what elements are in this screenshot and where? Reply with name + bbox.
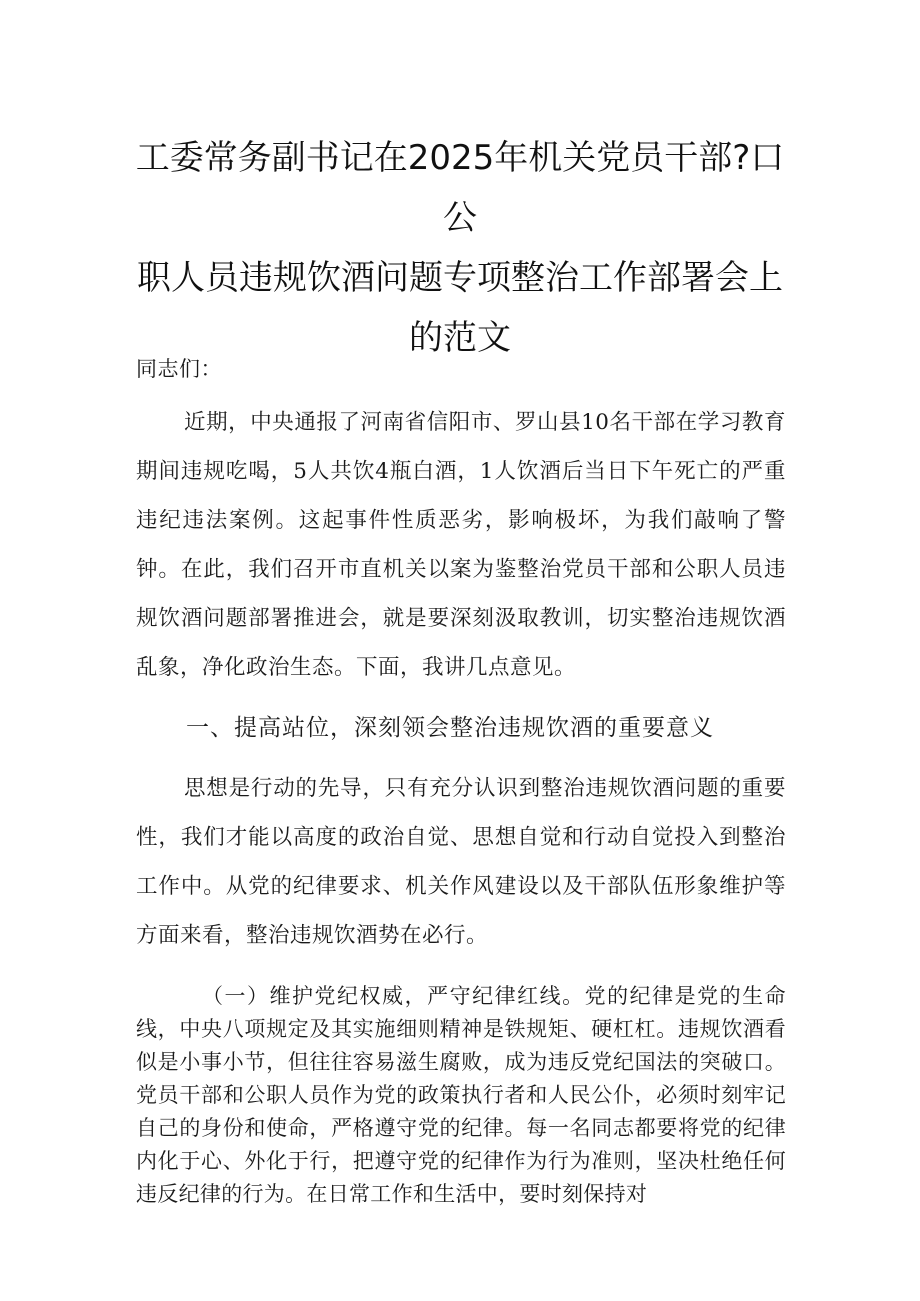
title-line-3: 的范文: [409, 318, 511, 358]
subsection-1-paragraph: （一）维护党纪权威，严守纪律红线。党的纪律是党的生命线，中央八项规定及其实施细则精神是铁规矩、硬杠杠。违规饮酒看似是小事小节，但往往容易滋生腐败，成为违反党纪国法的突破口。党员干部和公职人员作为党的政策执行者和人民公仆，必须时刻牢记自己的身份和使命，严格遵守党的纪律。每一名同志都要将党的纪律内化于心、外化于行，把遵守党的纪律作为行为准则，坚决杜绝任何违反纪律的行为。在日常工作和生活中，要时刻保持对: [136, 984, 786, 1206]
section-1-paragraph: 思想是行动的先导，只有充分认识到整治违规饮酒问题的重要性，我们才能以高度的政治自觉、思想自觉和行动自觉投入到整治工作中。从党的纪律要求、机关作风建设以及干部队伍形象维护等方面来看，整治违规饮酒势在必行。: [136, 776, 786, 948]
title-line-2: 职人员违规饮酒问题专项整治工作部署会上: [137, 258, 783, 298]
title-line-1: 工委常务副书记在2025年机关党员干部?口公: [135, 138, 785, 238]
section-heading-1: 一、提高站位，深刻领会整治违规饮酒的重要意义: [186, 715, 714, 741]
greeting: 同志们：: [136, 357, 222, 381]
document-title: [120, 128, 800, 368]
intro-paragraph: 近期，中央通报了河南省信阳市、罗山县10名干部在学习教育期间违规吃喝，5人共饮4瓶白酒，1人饮酒后当日下午死亡的严重违纪违法案例。这起事件性质恶劣，影响极坏，为我们敲响了警钟。在此，我们召开市直机关以案为鉴整治党员干部和公职人员违规饮酒问题部署推进会，就是要深刻汲取教训，切实整治违规饮酒乱象，净化政治生态。下面，我讲几点意见。: [136, 410, 786, 680]
